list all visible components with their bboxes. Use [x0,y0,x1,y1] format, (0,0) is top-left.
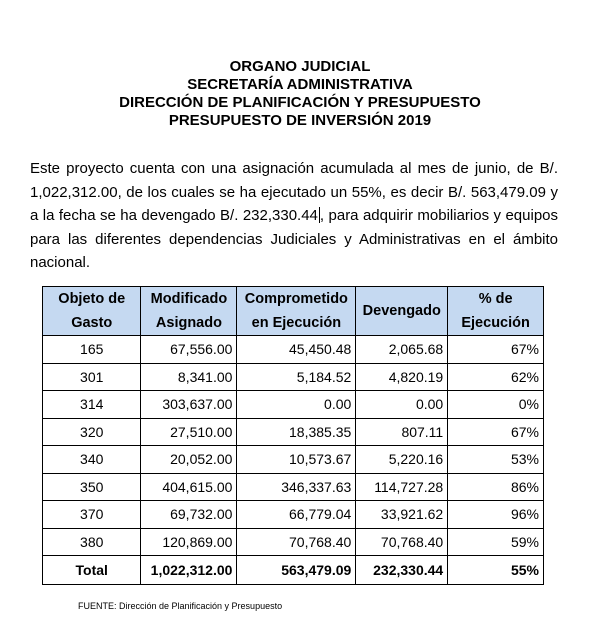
total-devengado: 232,330.44 [356,556,448,585]
table-row [43,391,544,419]
cell-objeto: 350 [43,473,141,501]
cell-devengado: 33,921.62 [356,501,448,529]
cell-porcentaje: 59% [448,528,544,556]
cell-comprometido: 70,768.40 [237,528,356,556]
table-row [43,336,544,364]
header-direction: DIRECCIÓN DE PLANIFICACIÓN Y PRESUPUESTO [119,94,481,111]
paragraph-text-before-cursor: Este proyecto cuenta con una asignación acumulada al mes de junio, de B/. 1,022,312.00, de los cuales se ha ejecutado un 55%, es decir B/. 563,479.09 y a la fecha se ha devengado B/. 232,330.44 [30,160,558,224]
header-porcentaje-ejecucion: % de Ejecución [448,287,544,336]
total-porcentaje: 55% [448,556,544,585]
cell-asignado: 303,637.00 [141,391,237,419]
header-secretariat: SECRETARÍA ADMINISTRATIVA [187,76,413,93]
cell-porcentaje: 67% [448,418,544,446]
cell-objeto: 301 [43,363,141,391]
cell-devengado: 807.11 [356,418,448,446]
cell-comprometido: 346,337.63 [237,473,356,501]
cell-porcentaje: 67% [448,336,544,364]
cell-objeto: 314 [43,391,141,419]
header-budget-title: PRESUPUESTO DE INVERSIÓN 2019 [168,112,432,129]
cell-comprometido: 5,184.52 [237,363,356,391]
document-header [0,58,600,130]
cell-objeto: 340 [43,446,141,474]
cell-objeto: 165 [43,336,141,364]
cell-porcentaje: 53% [448,446,544,474]
header-modificado-asignado: Modificado Asignado [141,287,237,336]
cell-devengado: 4,820.19 [356,363,448,391]
source-note: FUENTE: Dirección de Planificación y Presupuesto [78,601,283,611]
header-comprometido: Comprometido en Ejecución [237,287,356,336]
cell-porcentaje: 96% [448,501,544,529]
total-label: Total [43,556,141,585]
table-total-row [43,556,544,585]
cell-devengado: 114,727.28 [356,473,448,501]
header-devengado: Devengado [356,287,448,336]
cell-devengado: 5,220.16 [356,446,448,474]
total-comprometido: 563,479.09 [237,556,356,585]
cell-comprometido: 0.00 [237,391,356,419]
cell-porcentaje: 62% [448,363,544,391]
total-asignado: 1,022,312.00 [141,556,237,585]
budget-table [42,286,544,585]
cell-comprometido: 45,450.48 [237,336,356,364]
cell-asignado: 20,052.00 [141,446,237,474]
cell-comprometido: 10,573.67 [237,446,356,474]
cell-asignado: 120,869.00 [141,528,237,556]
cell-porcentaje: 0% [448,391,544,419]
table-row [43,528,544,556]
cell-asignado: 69,732.00 [141,501,237,529]
cell-devengado: 70,768.40 [356,528,448,556]
cell-porcentaje: 86% [448,473,544,501]
table-row [43,501,544,529]
table-row [43,446,544,474]
cell-asignado: 67,556.00 [141,336,237,364]
cell-objeto: 380 [43,528,141,556]
table-row [43,418,544,446]
cell-asignado: 404,615.00 [141,473,237,501]
table-row [43,473,544,501]
cell-asignado: 27,510.00 [141,418,237,446]
cell-devengado: 2,065.68 [356,336,448,364]
cell-asignado: 8,341.00 [141,363,237,391]
table-row [43,363,544,391]
cell-objeto: 320 [43,418,141,446]
cell-objeto: 370 [43,501,141,529]
cell-comprometido: 18,385.35 [237,418,356,446]
cell-comprometido: 66,779.04 [237,501,356,529]
header-objeto-de-gasto: Objeto de Gasto [43,287,141,336]
description-paragraph[interactable] [30,157,558,275]
cell-devengado: 0.00 [356,391,448,419]
header-organization: ORGANO JUDICIAL [229,58,371,75]
table-header-row [43,287,544,336]
paragraph-text-after-cursor: , para adquirir mobiliarios y equipos para las diferentes dependencias Judiciales y Administrativas en el ámbito nacional. [30,207,558,271]
